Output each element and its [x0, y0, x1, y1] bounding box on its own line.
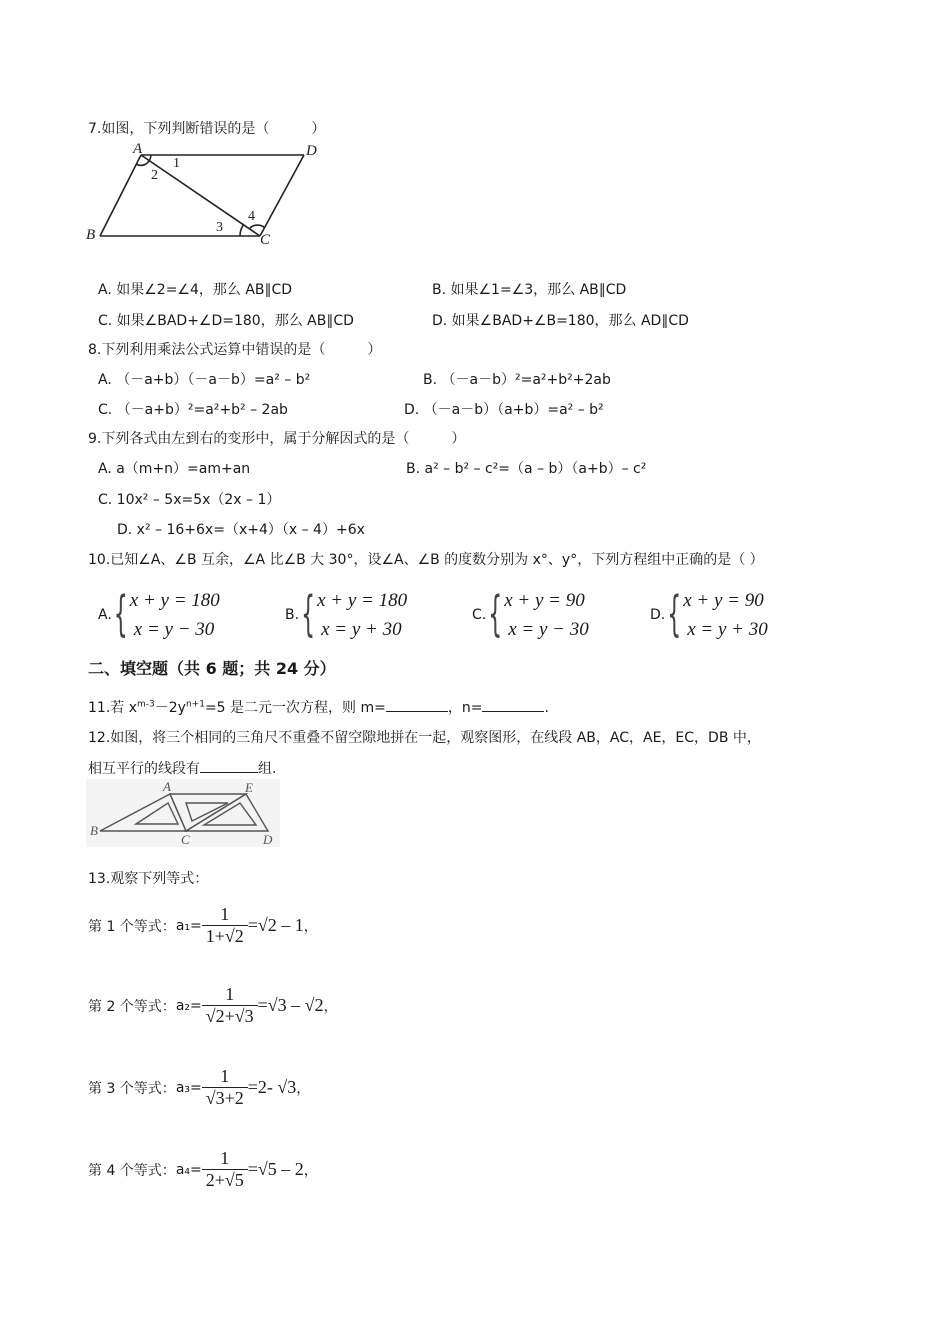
q12-blank — [200, 758, 258, 773]
q9-stem: 9.下列各式由左到右的变形中，属于分解因式的是（ ） — [88, 431, 466, 447]
angle-label-4: 4 — [248, 209, 255, 224]
q10-option-c-eq2: x = y − 30 — [508, 619, 589, 640]
q10-option-b-eq1: x + y = 180 — [317, 590, 408, 611]
eq-end: ， — [296, 1080, 311, 1097]
q11-end: . — [544, 700, 549, 716]
eq-rhs: =2- √3 — [247, 1077, 297, 1097]
q10-option-c — [472, 586, 589, 644]
q10-option-b-label: B. — [285, 607, 300, 623]
q13-equation-1 — [88, 904, 318, 947]
numerator: 1 — [225, 984, 235, 1004]
q7-option-b: B. 如果∠1=∠3，那么 AB∥CD — [432, 282, 627, 298]
q9-option-c: C. 10x² – 5x=5x（2x – 1） — [98, 492, 281, 508]
label-d: D — [306, 143, 317, 159]
angle-arc-3 — [240, 224, 244, 236]
label-b: B — [90, 823, 98, 838]
q8-option-b: B. （－a－b）²=a²+b²+2ab — [423, 372, 611, 388]
eq-end: ， — [303, 1162, 318, 1179]
brace-icon: { — [113, 587, 128, 643]
section-heading: 二、填空题（共 6 题；共 24 分） — [88, 659, 336, 678]
fraction — [202, 984, 258, 1027]
q13-equation-4 — [88, 1148, 318, 1191]
angle-label-3: 3 — [216, 220, 223, 235]
segment-ab — [100, 155, 141, 236]
q11-post: =5 是二元一次方程，则 m= — [204, 700, 386, 716]
eq-rhs: =√2 – 1 — [247, 915, 304, 935]
angle-arc-4 — [250, 225, 265, 228]
brace-icon: { — [667, 587, 682, 643]
eq-label: 第 1 个等式： — [88, 918, 176, 935]
q12-line2-post: 组. — [258, 761, 277, 777]
eq-lhs: a₄= — [175, 1161, 202, 1178]
q11-pre: 11.若 x — [88, 700, 137, 716]
brace-icon: { — [301, 587, 316, 643]
label-c: C — [181, 832, 190, 847]
label-a: A — [133, 141, 143, 157]
q10-option-a-eq2: x = y − 30 — [133, 619, 215, 640]
q10-option-b — [285, 586, 407, 644]
q10-option-b-eq2: x = y + 30 — [321, 619, 402, 640]
q9-option-b: B. a² – b² – c²=（a – b）（a+b）– c² — [406, 461, 647, 477]
angle-label-2: 2 — [151, 168, 158, 183]
numerator: 1 — [220, 1148, 230, 1168]
denominator: √2+√3 — [202, 1005, 258, 1027]
q7-figure-parallelogram — [84, 138, 334, 250]
q11-blank-m — [386, 697, 448, 712]
q8-option-d: D. （－a－b）（a+b）=a² – b² — [404, 402, 604, 418]
label-e: E — [245, 780, 253, 795]
q10-option-c-eq1: x + y = 90 — [504, 590, 585, 611]
q7-option-c: C. 如果∠BAD+∠D=180，那么 AB∥CD — [98, 313, 354, 329]
q12-line1: 12.如图，将三个相同的三角尺不重叠不留空隙地拼在一起，观察图形，在线段 AB，AC，AE，EC，DB 中， — [88, 730, 761, 746]
label-b: B — [86, 227, 96, 243]
brace-icon: { — [488, 587, 503, 643]
q10-option-a-label: A. — [98, 607, 112, 623]
eq-lhs: a₃= — [175, 1079, 202, 1096]
eq-label: 第 4 个等式： — [88, 1162, 176, 1179]
denominator: √3+2 — [202, 1087, 248, 1109]
q10-option-d-label: D. — [650, 607, 666, 623]
q10-option-d — [650, 586, 768, 644]
q8-option-c: C. （－a+b）²=a²+b² – 2ab — [98, 402, 288, 418]
eq-end: ， — [303, 918, 318, 935]
eq-end: ， — [323, 998, 338, 1015]
q13-equation-3 — [88, 1066, 310, 1109]
label-a: A — [163, 779, 171, 794]
q10-stem: 10.已知∠A、∠B 互余，∠A 比∠B 大 30°，设∠A、∠B 的度数分别为 x°、y°，下列方程组中正确的是（ ） — [88, 552, 764, 568]
angle-arc-2 — [136, 164, 146, 165]
q9-option-d: D. x² – 16+6x=（x+4）（x – 4）+6x — [117, 522, 365, 538]
q11-sup-m: m-3 — [137, 699, 155, 710]
eq-lhs: a₂= — [175, 997, 202, 1014]
q11-mid: －2y — [154, 700, 186, 716]
eq-label: 第 2 个等式： — [88, 998, 176, 1015]
q12-figure-triangles — [86, 779, 280, 847]
fraction — [202, 1066, 248, 1109]
fraction — [202, 904, 248, 947]
eq-rhs: =√3 – √2 — [257, 995, 324, 1015]
eq-lhs: a₁= — [175, 917, 202, 934]
q10-option-c-label: C. — [472, 607, 487, 623]
numerator: 1 — [220, 1066, 230, 1086]
q8-stem: 8.下列利用乘法公式运算中错误的是（ ） — [88, 342, 382, 358]
q8-option-a: A. （－a+b）（－a－b）=a² – b² — [98, 372, 311, 388]
denominator: 2+√5 — [202, 1169, 248, 1191]
q11-sup-n: n+1 — [185, 699, 205, 710]
angle-label-1: 1 — [173, 156, 180, 171]
q11-sep: ，n= — [447, 700, 483, 716]
eq-rhs: =√5 – 2 — [247, 1159, 304, 1179]
q13-equation-2 — [88, 984, 338, 1027]
q11-blank-n — [482, 697, 544, 712]
fraction — [202, 1148, 248, 1191]
q10-option-a-eq1: x + y = 180 — [129, 590, 220, 611]
q7-option-d: D. 如果∠BAD+∠B=180，那么 AD∥CD — [432, 313, 689, 329]
q10-option-d-eq1: x + y = 90 — [683, 590, 764, 611]
segment-dc — [260, 155, 304, 236]
label-d: D — [263, 832, 273, 847]
numerator: 1 — [220, 904, 230, 924]
q11 — [88, 697, 549, 717]
q12-line2-pre: 相互平行的线段有 — [88, 761, 200, 777]
segment-ac — [141, 155, 260, 236]
q13-stem: 13.观察下列等式： — [88, 871, 209, 887]
q7-option-a: A. 如果∠2=∠4，那么 AB∥CD — [98, 282, 293, 298]
label-c: C — [260, 232, 271, 248]
q10-option-d-eq2: x = y + 30 — [687, 619, 768, 640]
q10-option-a — [98, 586, 220, 644]
q7-stem: 7.如图，下列判断错误的是（ ） — [88, 121, 326, 137]
q9-option-a: A. a（m+n）=am+an — [98, 461, 251, 477]
q12-line2 — [88, 758, 276, 778]
eq-label: 第 3 个等式： — [88, 1080, 176, 1097]
denominator: 1+√2 — [202, 925, 248, 947]
